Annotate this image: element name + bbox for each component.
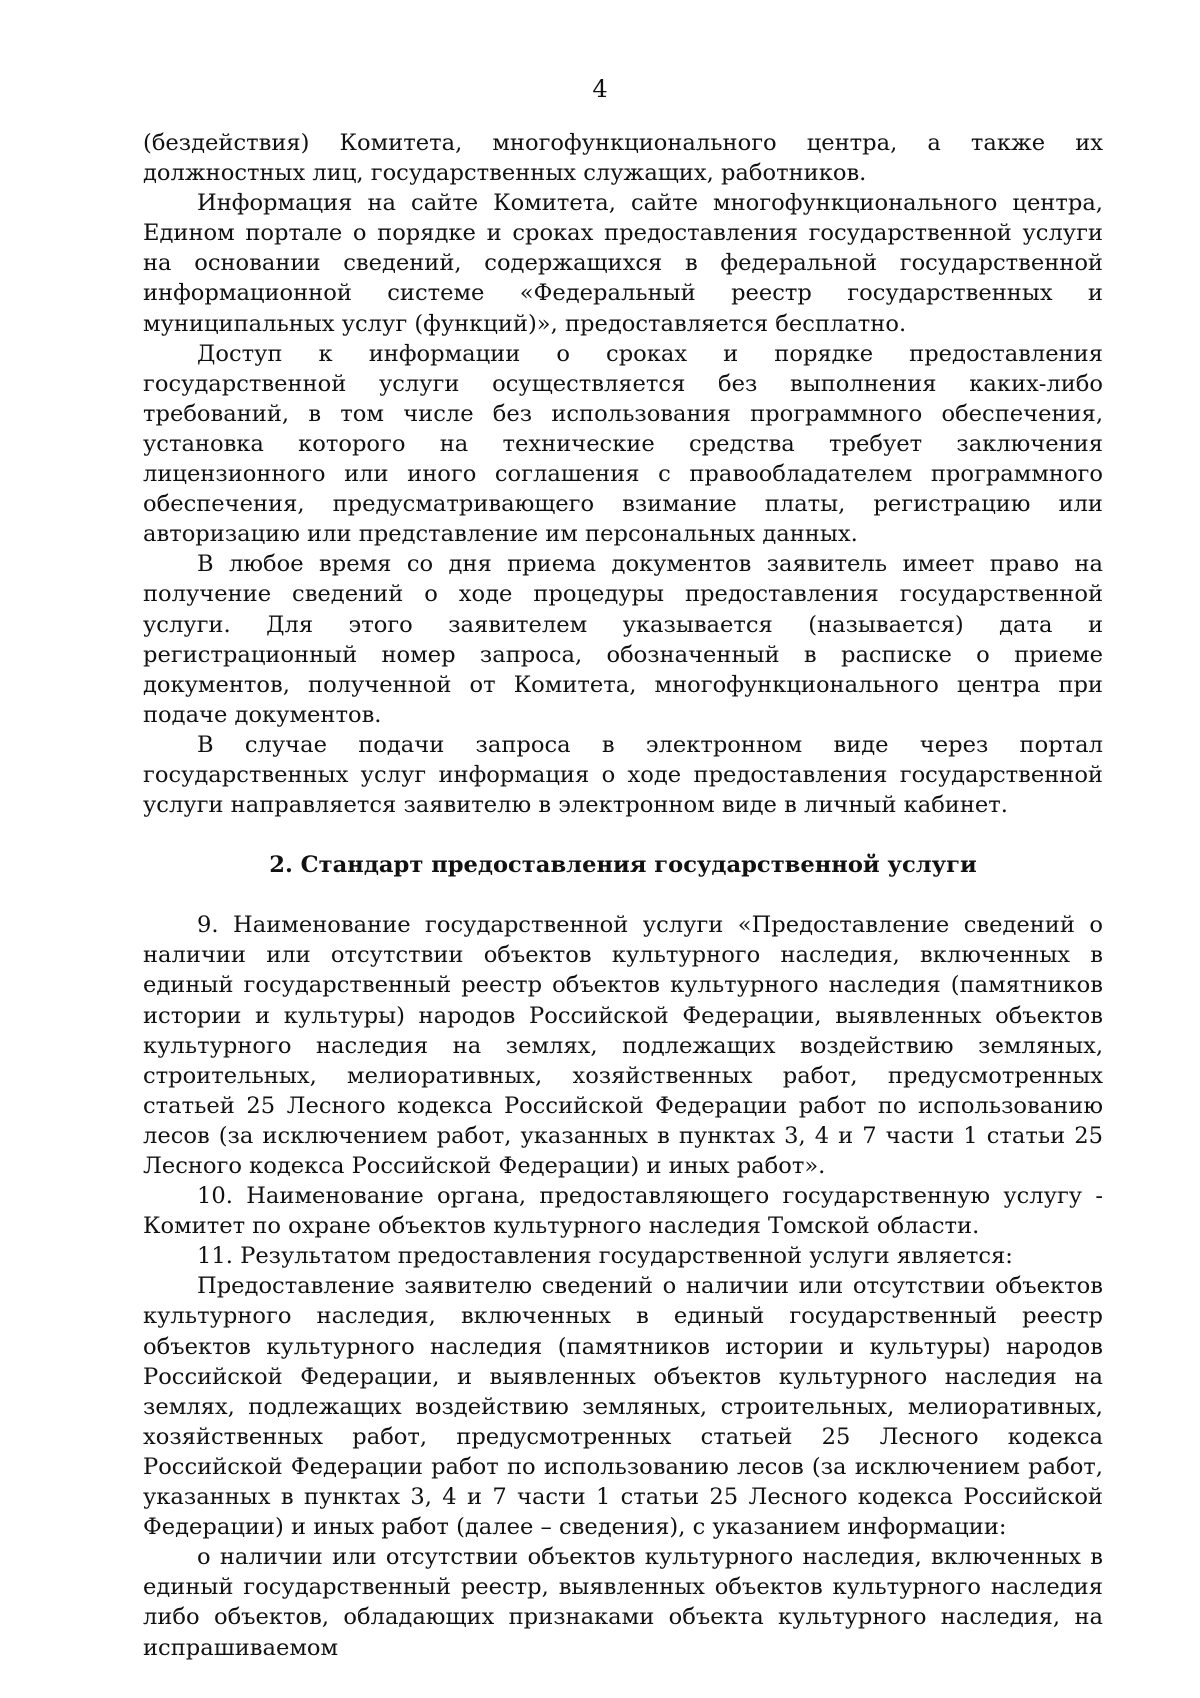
paragraph: 9. Наименование государственной услуги «Предоставление сведений о наличии или отсутствии объектов культурного наследия, включенных в единый государственный реестр объектов культурного наследия (памятников истории и культуры) народов Российской Федерации, выявленных объектов культурного наследия на землях, подлежащих воздействию земляных, строительных, мелиоративных, хозяйственных работ, предусмотренных статьей 25 Лесного кодекса Российской Федерации работ по использованию лесов (за исключением работ, указанных в пунктах 3, 4 и 7 части 1 статьи 25 Лесного кодекса Российской Федерации) и иных работ».: [143, 912, 1103, 1179]
paragraph: В случае подачи запроса в электронном виде через портал государственных услуг информация о ходе предоставления государственной услуги направляется заявителю в электронном виде в личный кабинет.: [143, 731, 1103, 819]
paragraph: 10. Наименование органа, предоставляющего государственную услугу - Комитет по охране объектов культурного наследия Томской области.: [143, 1183, 1103, 1240]
paragraph: (бездействия) Комитета, многофункционального центра, а также их должностных лиц, государственных служащих, работников.: [143, 130, 1103, 187]
paragraph: 11. Результатом предоставления государственной услуги является:: [197, 1243, 1013, 1270]
section-heading: 2. Стандарт предоставления государственной услуги: [269, 852, 977, 879]
paragraph: Информация на сайте Комитета, сайте многофункционального центра, Едином портале о порядке и сроках предоставления государственной услуги на основании сведений, содержащихся в федеральной государственной информационной системе «Федеральный реестр государственных и муниципальных услуг (функций)», предоставляется бесплатно.: [143, 190, 1103, 337]
page-number: 4: [592, 75, 608, 103]
document-body: [143, 128, 1103, 1663]
paragraph: Предоставление заявителю сведений о наличии или отсутствии объектов культурного наследия, включенных в единый государственный реестр объектов культурного наследия (памятников истории и культуры) народов Российской Федерации, и выявленных объектов культурного наследия на землях, подлежащих воздействию земляных, строительных, мелиоративных, хозяйственных работ, предусмотренных статьей 25 Лесного кодекса Российской Федерации работ по использованию лесов (за исключением работ, указанных в пунктах 3, 4 и 7 части 1 статьи 25 Лесного кодекса Российской Федерации) и иных работ (далее – сведения), с указанием информации:: [143, 1273, 1103, 1541]
paragraph: о наличии или отсутствии объектов культурного наследия, включенных в единый государственный реестр, выявленных объектов культурного наследия либо объектов, обладающих признаками объекта культурного наследия, на испрашиваемом: [143, 1544, 1103, 1661]
paragraph: В любое время со дня приема документов заявитель имеет право на получение сведений о ходе процедуры предоставления государственной услуги. Для этого заявителем указывается (называется) дата и регистрационный номер запроса, обозначенный в расписке о приеме документов, полученной от Комитета, многофункционального центра при подаче документов.: [143, 551, 1103, 728]
paragraph: Доступ к информации о сроках и порядке предоставления государственной услуги осуществляется без выполнения каких-либо требований, в том числе без использования программного обеспечения, установка которого на технические средства требует заключения лицензионного или иного соглашения с правообладателем программного обеспечения, предусматривающего взимание платы, регистрацию или авторизацию или представление им персональных данных.: [143, 340, 1103, 548]
